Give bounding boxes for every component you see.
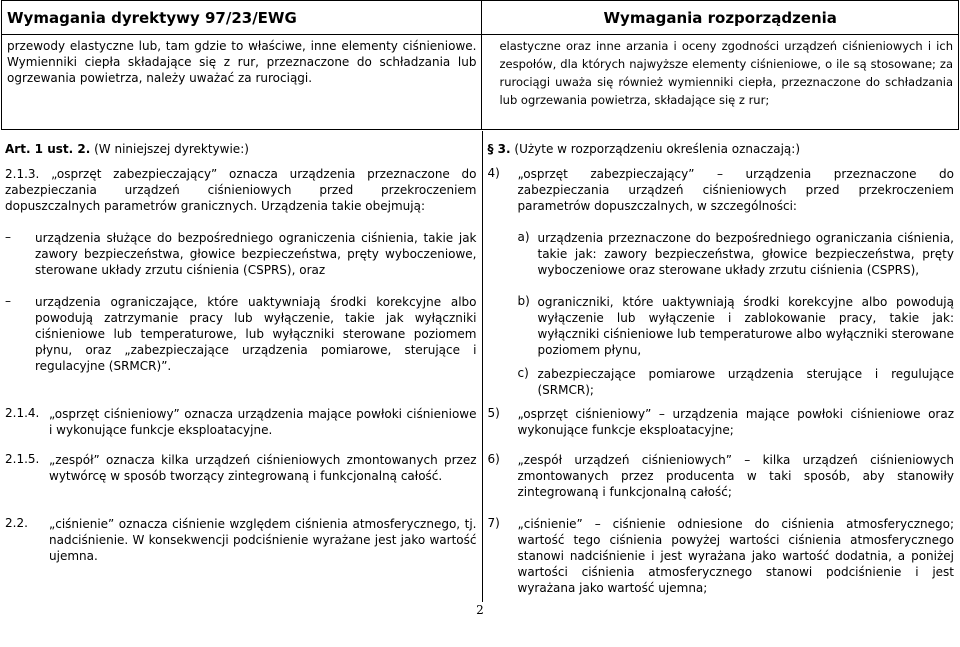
definition-body: „osprzęt zabezpieczający” – urządzenia przeznaczone do zabezpieczania urządzeń ciśnieniowych przed przekroczeniem parametrów dopuszczalnych, w szczególności: bbox=[517, 167, 954, 213]
definition-4 bbox=[488, 166, 955, 214]
definition-number: 2.1.3. bbox=[5, 167, 40, 181]
sub-item-c bbox=[488, 366, 955, 398]
page-number: 2 bbox=[476, 603, 484, 617]
regulation-column-title: Wymagania rozporządzenia bbox=[482, 1, 959, 35]
directive-article-ref: Art. 1 ust. 2. bbox=[5, 142, 91, 156]
sub-item-marker: a) bbox=[517, 230, 530, 244]
directive-definition-2-1-3 bbox=[1, 161, 482, 406]
directive-definition-2-2 bbox=[1, 516, 482, 602]
sub-item-b bbox=[488, 294, 955, 358]
sub-item-marker: c) bbox=[517, 366, 529, 380]
definition-2-1-5 bbox=[5, 452, 477, 484]
sub-item-text: zabezpieczające pomiarowe urządzenia sterujące i regulujące (SRMCR); bbox=[537, 367, 954, 397]
definition-number: 6) bbox=[487, 452, 500, 466]
dash-marker: – bbox=[5, 230, 11, 244]
directive-intro-text: przewody elastyczne lub, tam gdzie to właściwe, inne elementy ciśnieniowe. Wymienniki ciepła składające się z rur, przeznaczone do schładzania lub ogrzewania powietrza, należy uważać za rurociągi. bbox=[2, 35, 482, 130]
directive-article-note: (W niniejszej dyrektywie:) bbox=[90, 142, 249, 156]
definition-number: 2.1.4. bbox=[5, 406, 40, 420]
definition-7 bbox=[488, 516, 955, 596]
directive-definition-2-1-4 bbox=[1, 406, 482, 452]
comparison-header-table bbox=[1, 0, 959, 130]
definition-number: 2.2. bbox=[5, 516, 28, 530]
regulation-definition-4 bbox=[482, 161, 959, 406]
definition-number: 4) bbox=[487, 166, 500, 180]
regulation-definition-5 bbox=[482, 406, 959, 452]
definition-6 bbox=[488, 452, 955, 500]
directive-article-heading bbox=[1, 131, 482, 161]
sub-item-text: urządzenia przeznaczone do bezpośredniego ograniczania ciśnienia, takie jak: zawory bezpieczeństwa, głowice bezpieczeństwa, pręty wyboczeniowe oraz sterowane układy zrzutu ciśnienia (CSPRS), bbox=[537, 231, 954, 277]
regulation-article-ref: § 3. bbox=[487, 142, 511, 156]
regulation-definition-7 bbox=[482, 516, 959, 602]
comparison-body-table bbox=[1, 131, 959, 602]
definition-body: „zespół” oznacza kilka urządzeń ciśnieniowych zmontowanych przez wytwórcę w sposób tworzący zintegrowaną i funkcjonalną całość. bbox=[49, 453, 477, 483]
list-item bbox=[5, 294, 477, 374]
dash-marker: – bbox=[5, 294, 11, 308]
definition-2-1-4 bbox=[5, 406, 477, 438]
definition-5 bbox=[488, 406, 955, 438]
sub-item-marker: b) bbox=[517, 294, 530, 308]
definition-body: „osprzęt zabezpieczający” oznacza urządzenia przeznaczone do zabezpieczania urządzeń ciśnieniowych przed przekroczeniem dopuszczalnych parametrów granicznych. Urządzenia takie obejmują: bbox=[5, 167, 477, 213]
list-item bbox=[5, 230, 477, 278]
directive-definition-2-1-5 bbox=[1, 452, 482, 516]
sub-item-a bbox=[488, 230, 955, 278]
list-item-text: urządzenia służące do bezpośredniego ograniczenia ciśnienia, takie jak zawory bezpieczeństwa, głowice bezpieczeństwa, pręty wyboczeniowe, sterowane układy zrzutu ciśnienia (CSPRS), oraz bbox=[35, 231, 477, 277]
definition-body: „ciśnienie” – ciśnienie odniesione do ciśnienia atmosferycznego; wartość tego ciśnienia powyżej wartości ciśnienia atmosferycznego stanowi nadciśnienie i jest wyrażana jako wartość dodatnia, a poniżej wartości ciśnienia atmosferycznego stanowi podciśnienie i jest wyrażana jako wartość ujemna; bbox=[517, 517, 954, 595]
regulation-article-note: (Użyte w rozporządzeniu określenia oznaczają:) bbox=[510, 142, 800, 156]
definition-body: „ciśnienie” oznacza ciśnienie względem ciśnienia atmosferycznego, tj. nadciśnienie. W konsekwencji podciśnienie wyrażane jest jako wartość ujemna. bbox=[49, 517, 477, 563]
regulation-definition-6 bbox=[482, 452, 959, 516]
definition-2-1-3-text bbox=[5, 166, 477, 214]
definition-body: „zespół urządzeń ciśnieniowych” – kilka urządzeń ciśnieniowych zmontowanych przez producenta w taki sposób, aby stanowiły zintegrowaną i funkcjonalną całość; bbox=[517, 453, 954, 499]
definition-number: 5) bbox=[487, 406, 500, 420]
sub-item-text: ograniczniki, które uaktywniają środki korekcyjne albo powodują wyłączenie lub wyłączenie i zablokowanie pracy, takie jak: wyłączniki ciśnieniowe lub temperaturowe albo wyłączniki sterowane poziomem płynu, bbox=[537, 295, 954, 357]
definition-body: „osprzęt ciśnieniowy” oznacza urządzenia mające powłoki ciśnieniowe i wykonujące funkcje eksploatacyjne. bbox=[49, 407, 477, 437]
definition-number: 7) bbox=[487, 516, 500, 530]
list-item-text: urządzenia ograniczające, które uaktywniają środki korekcyjne albo powodują zatrzymanie pracy lub wyłączenie, takie jak wyłączniki ciśnieniowe lub temperaturowe, lub wyłączniki sterowane poziomem płynu, oraz „zabezpieczające urządzenia pomiarowe, sterujące i regulacyjne (SRMCR)”. bbox=[35, 295, 477, 373]
definition-body: „osprzęt ciśnieniowy” – urządzenia mające powłoki ciśnieniowe oraz wykonujące funkcje eksploatacyjne; bbox=[517, 407, 954, 437]
regulation-intro-text: elastyczne oraz inne arzania i oceny zgodności urządzeń ciśnieniowych i ich zespołów, dla których najwyższe elementy ciśnieniowe, o ile są stosowane; za rurociągi uważa się również wymienniki ciepła, przeznaczone do schładzania lub ogrzewania powietrza, składające się z rur; bbox=[482, 35, 959, 130]
definition-2-2 bbox=[5, 516, 477, 564]
regulation-article-heading bbox=[482, 131, 959, 161]
directive-column-title: Wymagania dyrektywy 97/23/EWG bbox=[2, 1, 482, 35]
definition-number: 2.1.5. bbox=[5, 452, 40, 466]
